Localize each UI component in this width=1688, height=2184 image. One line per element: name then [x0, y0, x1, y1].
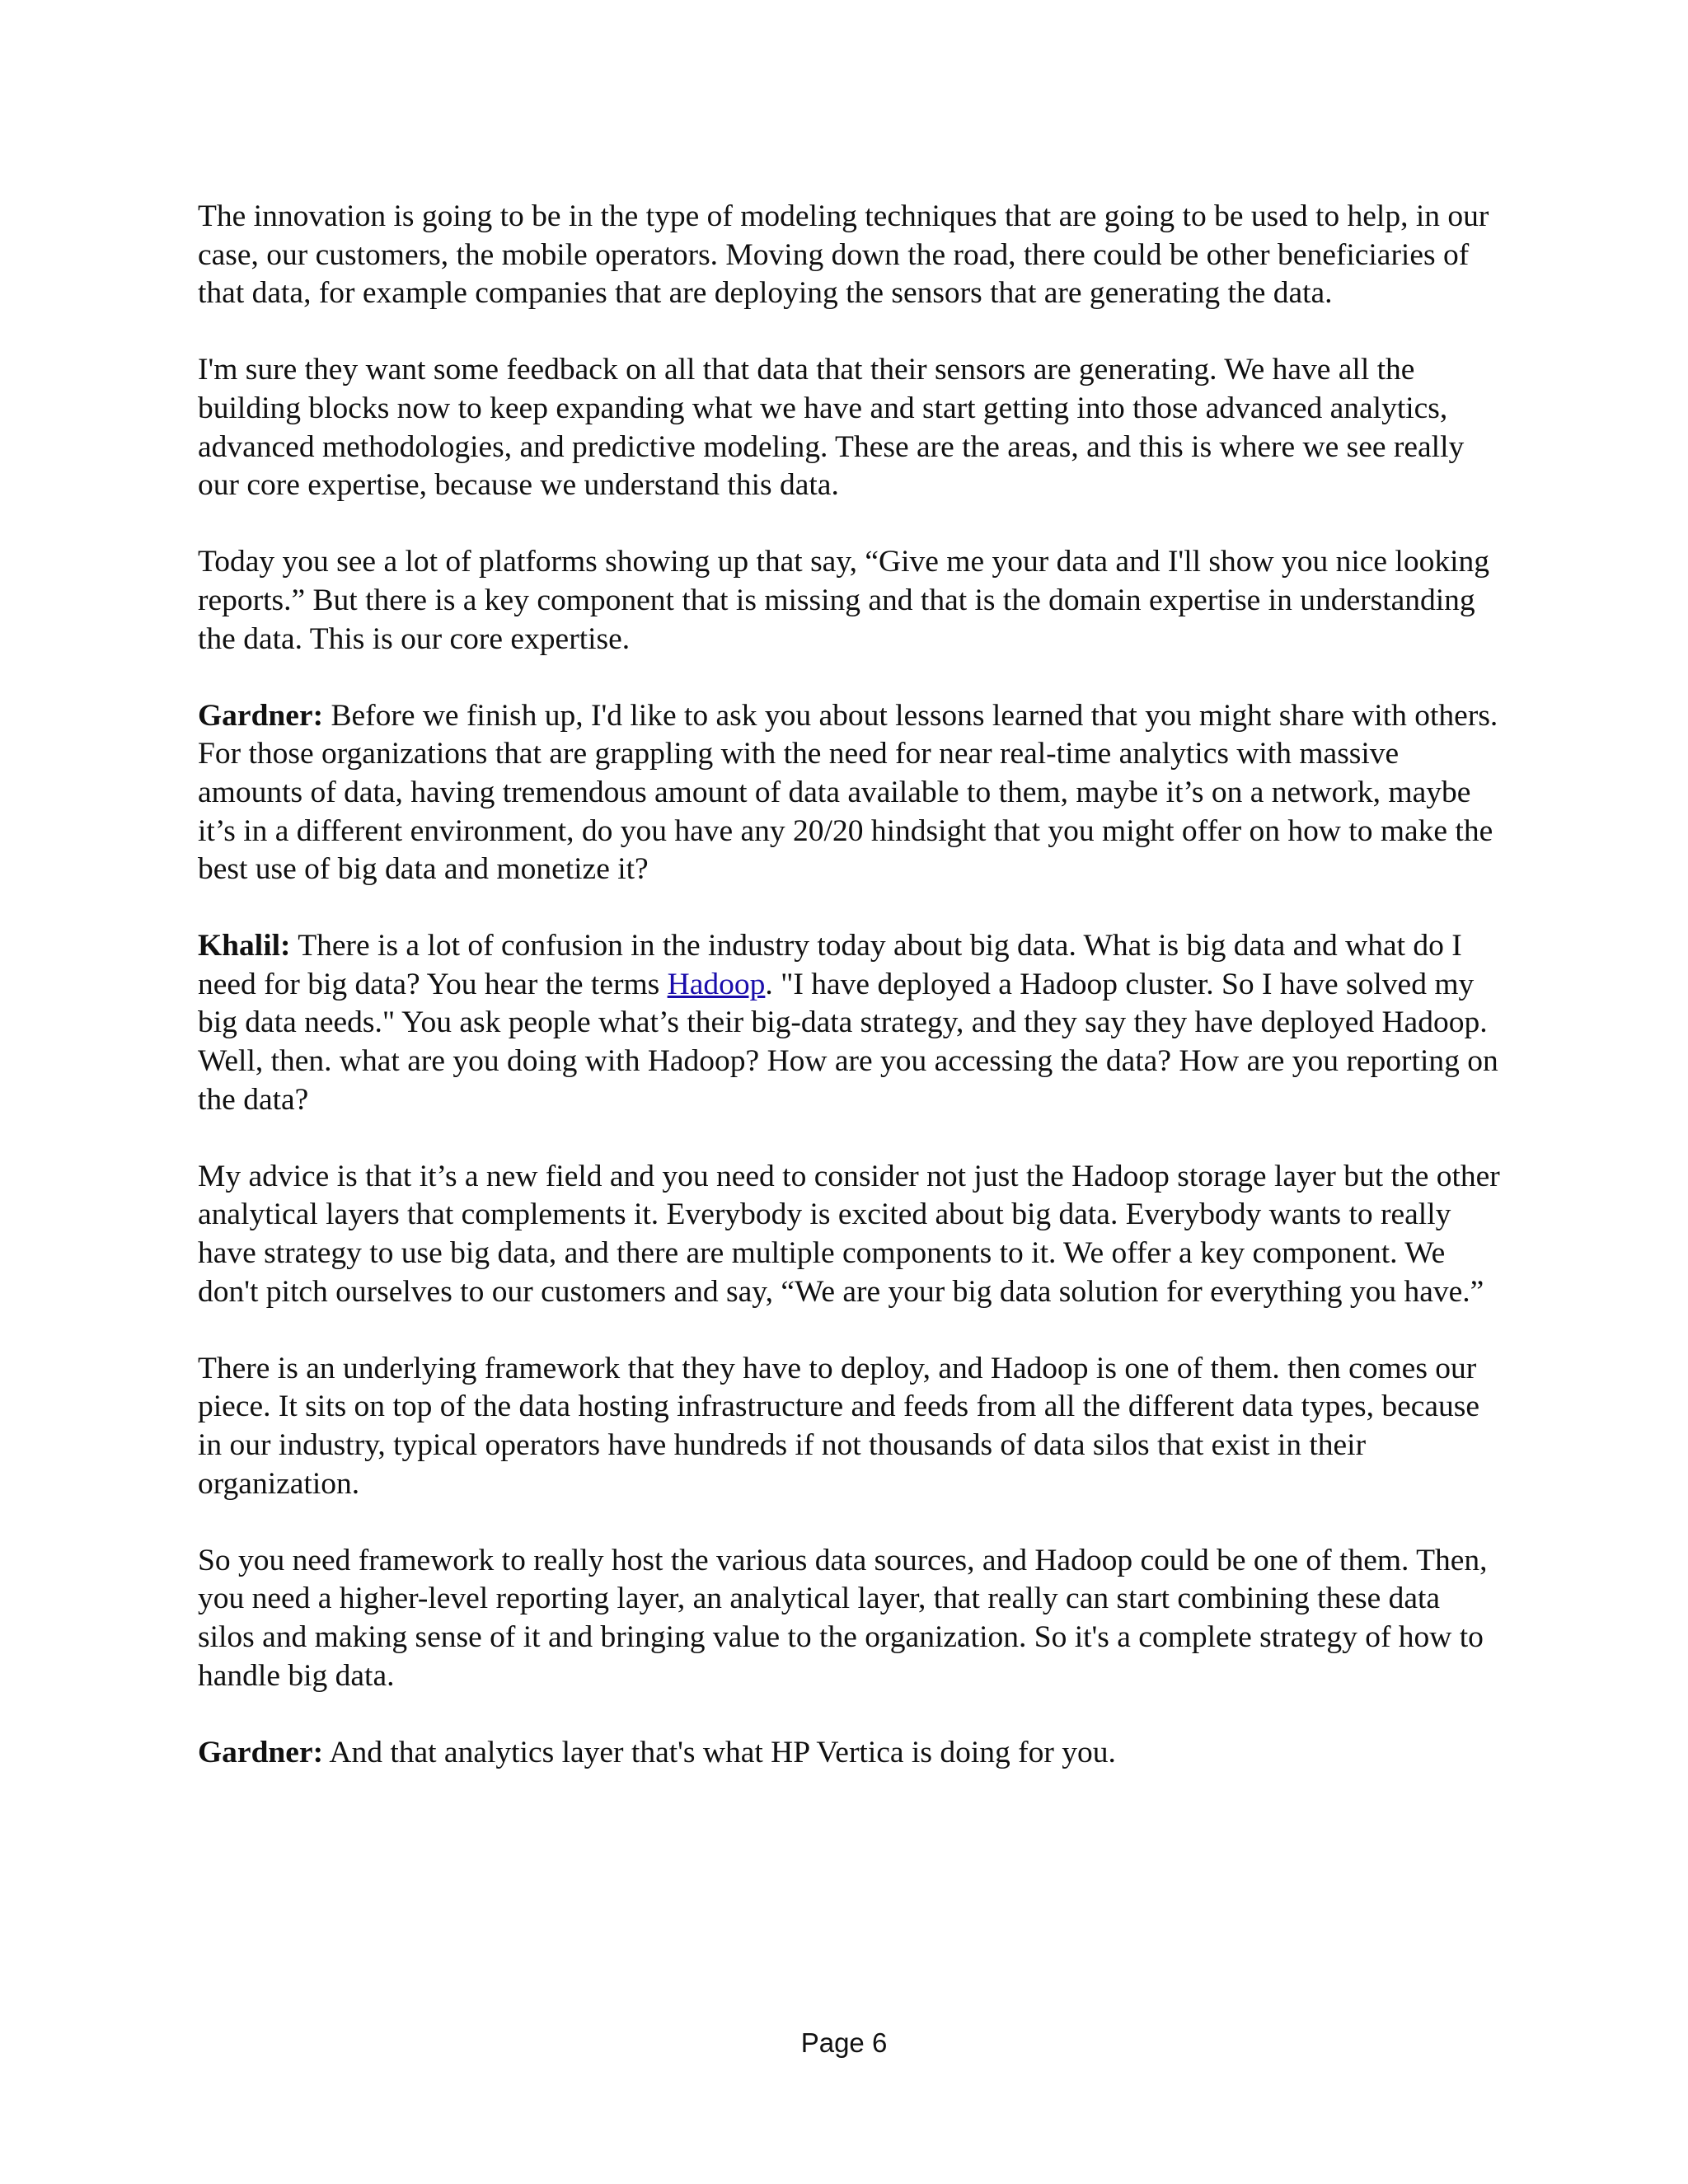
paragraph-text: My advice is that it’s a new field and you need to consider not just the Hadoop storage layer but the other analytical layers that complements it. Everybody is excited about big data. Everybody wants to really have strategy to use big data, and there are multiple components to it. We offer a key component. We don't pitch ourselves to our customers and say, “We are your big data solution for everything you have.”: [198, 1159, 1500, 1309]
paragraph-text: I'm sure they want some feedback on all that data that their sensors are generating. We have all the building blocks now to keep expanding what we have and start getting into those advanced analytics, advanced methodologies, and predictive modeling. These are the areas, and this is where we see really our core expertise, because we understand this data.: [198, 353, 1465, 503]
paragraph-2: [198, 351, 1500, 504]
paragraph-5: [198, 927, 1500, 1119]
paragraph-text: Before we finish up, I'd like to ask you about lessons learned that you might share with others. For those organizations that are grappling with the need for near real-time analytics with massive amounts of data, having tremendous amount of data available to them, maybe it’s on a network, maybe it’s in a different environment, do you have any 20/20 hindsight that you might offer on how to make the best use of big data and monetize it?: [198, 698, 1498, 887]
page-number: Page 6: [800, 2027, 888, 2058]
speaker-label: Gardner:: [198, 1735, 324, 1769]
paragraph-9: [198, 1734, 1500, 1773]
speaker-label: Khalil:: [198, 929, 291, 963]
paragraph-6: [198, 1158, 1500, 1311]
paragraph-text: . "I have deployed a Hadoop cluster. So I have solved my big data needs." You ask people what’s their big-data strategy, and they say they have deployed Hadoop. Well, then. what are you doing with Hadoop? How are you accessing the data? How are you reporting on the data?: [198, 967, 1498, 1117]
hadoop-link[interactable]: Hadoop: [667, 967, 766, 1001]
paragraph-8: [198, 1542, 1500, 1695]
paragraph-text: There is an underlying framework that they have to deploy, and Hadoop is one of them. then comes our piece. It sits on top of the data hosting infrastructure and feeds from all the different data types, because in our industry, typical operators have hundreds if not thousands of data silos that exist in their organization.: [198, 1351, 1480, 1501]
paragraph-text: The innovation is going to be in the type of modeling techniques that are going to be used to help, in our case, our customers, the mobile operators. Moving down the road, there could be other beneficiaries of that data, for example companies that are deploying the sensors that are generating the data.: [198, 199, 1489, 311]
paragraph-text: There is a lot of confusion in the industry today about big data. What is big data and what do I need for big data? You hear the terms: [198, 929, 1462, 1001]
speaker-label: Gardner:: [198, 698, 324, 733]
paragraph-text: So you need framework to really host the various data sources, and Hadoop could be one of them. Then, you need a higher-level reporting layer, an analytical layer, that really can start combining these data silos and making sense of it and bringing value to the organization. So it's a complete strategy of how to handle big data.: [198, 1543, 1488, 1693]
paragraph-3: [198, 543, 1500, 658]
paragraph-7: [198, 1350, 1500, 1503]
paragraph-4: [198, 697, 1500, 889]
paragraph-1: [198, 198, 1500, 313]
paragraph-text: And that analytics layer that's what HP Vertica is doing for you.: [323, 1735, 1116, 1769]
paragraph-text: Today you see a lot of platforms showing up that say, “Give me your data and I'll show you nice looking reports.” But there is a key component that is missing and that is the domain expertise in understanding the data. This is our core expertise.: [198, 545, 1489, 656]
document-body: [198, 198, 1500, 1811]
